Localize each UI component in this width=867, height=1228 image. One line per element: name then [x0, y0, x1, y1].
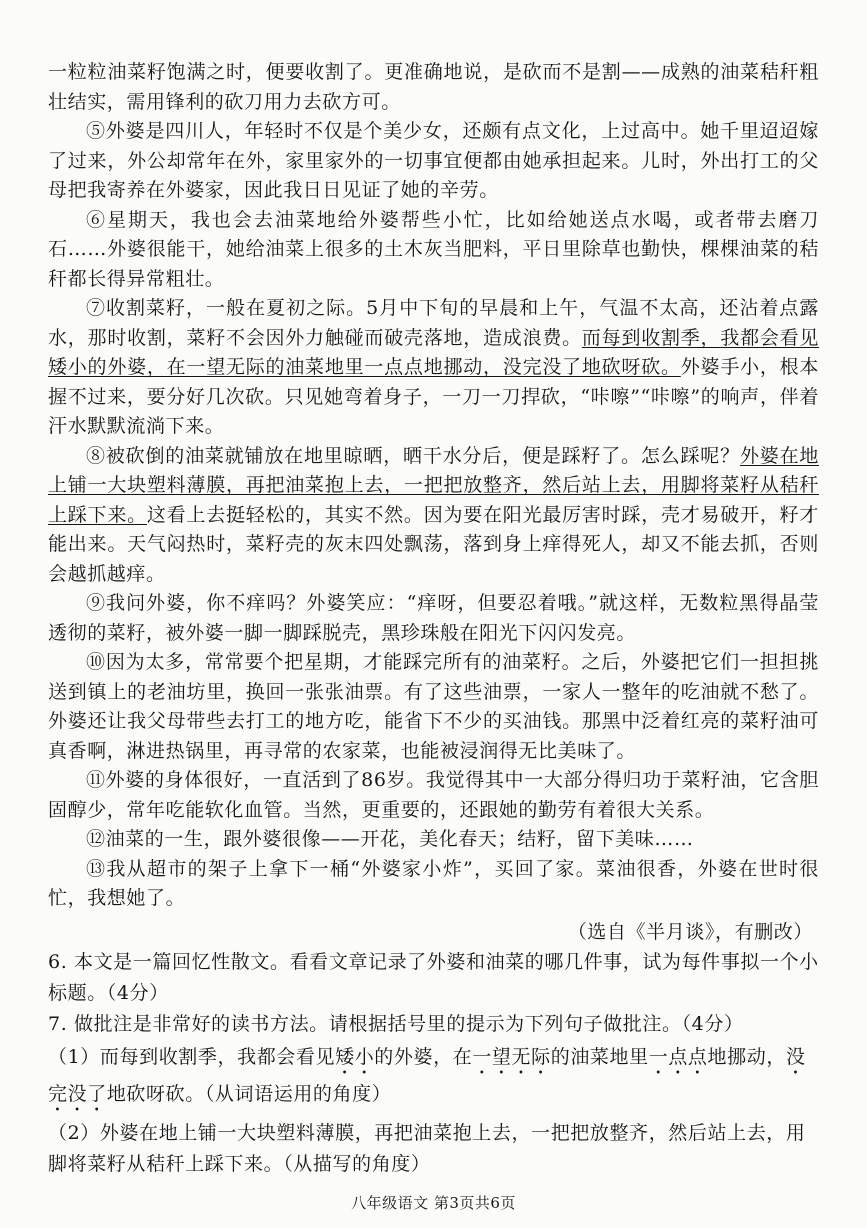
- paragraph-11: ⑪外婆的身体很好，一直活到了86岁。我觉得其中一大部分得归功于菜籽油，它含胆固醇少，常年吃能软化血管。当然，更重要的，还跟她的勤劳有着很大关系。: [48, 769, 819, 821]
- q7-1-dotted-word: 矮小: [335, 1046, 375, 1068]
- q7-1-text: 地砍呀砍。（从词语运用的角度）: [106, 1083, 392, 1105]
- question-7-part-2: （2）外婆在地上铺一大块塑料薄膜，再把油菜抱上去，一把把放整齐，然后站上去，用脚将菜籽从秸秆上踩下来。（从描写的角度）: [48, 1122, 806, 1175]
- paragraph-8-underlined-sentence: 外婆在地上铺一大块塑料薄膜，再把油菜抱上去，一把把放整齐，然后站上去，用脚将菜籽从秸秆上踩下来。: [48, 444, 819, 526]
- source-citation: （选自《半月谈》，有删改）: [567, 920, 813, 943]
- paragraph-9: ⑨我问外婆，你不痒吗？外婆笑应：“痒呀，但要忍着哦。”就这样，无数粒黑得晶莹透彻的菜籽，被外婆一脚一脚踩脱壳，黑珍珠般在阳光下闪闪发亮。: [48, 592, 819, 644]
- paragraph-8: [48, 442, 819, 590]
- q7-1-dotted-word: 一点点: [648, 1046, 708, 1068]
- q7-1-text: 的外婆，在: [374, 1046, 473, 1068]
- paragraph-intro: 一粒粒油菜籽饱满之时，便要收割了。更准确地说，是砍而不是割——成熟的油菜秸秆粗壮结实，需用锋利的砍刀用力去砍方可。: [48, 61, 819, 113]
- paragraph-12: ⑫油菜的一生，跟外婆很像——开花，美化春天；结籽，留下美味……: [86, 828, 694, 850]
- paragraph-13: ⑬我从超市的架子上拿下一桶“外婆家小炸”，买回了家。菜油很香，外婆在世时很忙，我想她了。: [48, 857, 819, 909]
- question-7-part-1: [48, 1042, 819, 1116]
- q7-1-text: 的油菜地里: [550, 1046, 649, 1068]
- paragraph-8-text-a: ⑧被砍倒的油菜就铺放在地里晾晒，晒干水分后，便是踩籽了。怎么踩呢？: [86, 444, 740, 467]
- q7-1-text: （1）而每到收割季，我都会看见: [48, 1046, 336, 1068]
- q7-1-dotted-word: 一望无际: [472, 1046, 551, 1068]
- paragraph-7-underlined-sentence: 而每到收割季，我都会看见矮小的外婆，在一望无际的油菜地里一点点地挪动，没完没了地砍呀砍。: [48, 326, 820, 378]
- paragraph-10: ⑩因为太多，常常要个把星期，才能踩完所有的油菜籽。之后，外婆把它们一担担挑送到镇上的老油坊里，换回一张张油票。有了这些油票，一家人一整年的吃油就不愁了。外婆还让我父母带些去打工的地方吃，能省下不少的买油钱。那黑中泛着红亮的菜籽油可真香啊，淋进热锅里，再寻常的农家菜，也能被浸润得无比美味了。: [48, 651, 819, 762]
- question-7: 7. 做批注是非常好的读书方法。请根据括号里的提示为下列句子做批注。（4分）: [48, 1013, 744, 1035]
- question-6: 6. 本文是一篇回忆性散文。看看文章记录了外婆和油菜的哪几件事，试为每件事拟一个小标题。（4分）: [48, 951, 819, 1004]
- paragraph-7-text-a: ⑦收割菜籽，一般在夏初之际。5月中下旬的早晨和上午，气温不太高，还沾着点露水，那时收割，菜籽不会因外力触碰而破壳落地，造成浪费。: [48, 297, 819, 349]
- q7-1-text: 地挪动，: [707, 1046, 786, 1068]
- paragraph-6: ⑥星期天，我也会去油菜地给外婆帮些小忙，比如给她送点水喝，或者带去磨刀石……外婆很能干，她给油菜上很多的土木灰当肥料，平日里除草也勤快，棵棵油菜的秸秆都长得异常粗壮。: [48, 208, 819, 290]
- paragraph-7-text-b: 外婆手小，根本握不过来，要分好几次砍。只见她弯着身子，一刀一刀捍砍，“咔嚓”“咔嚓”的响声，伴着汗水默默流淌下来。: [48, 356, 820, 437]
- q7-1-dotted-word: 没完没了: [48, 1046, 806, 1105]
- page-footer: 八年级语文 第3页共6页: [351, 1194, 516, 1212]
- paragraph-7: [48, 294, 819, 442]
- paragraph-5: ⑤外婆是四川人，年轻时不仅是个美少女，还颇有点文化，上过高中。她千里迢迢嫁了过来，外公却常年在外，家里家外的一切事宜便都由她承担起来。儿时，外出打工的父母把我寄养在外婆家，因此我日日见证了她的辛劳。: [48, 120, 819, 201]
- paragraph-8-text-b: 这看上去挺轻松的，其实不然。因为要在阳光最厉害时踩，壳才易破开，籽才能出来。天气闷热时，菜籽壳的灰末四处飘荡，落到身上痒得死人，却又不能去抓，否则会越抓越痒。: [48, 503, 819, 585]
